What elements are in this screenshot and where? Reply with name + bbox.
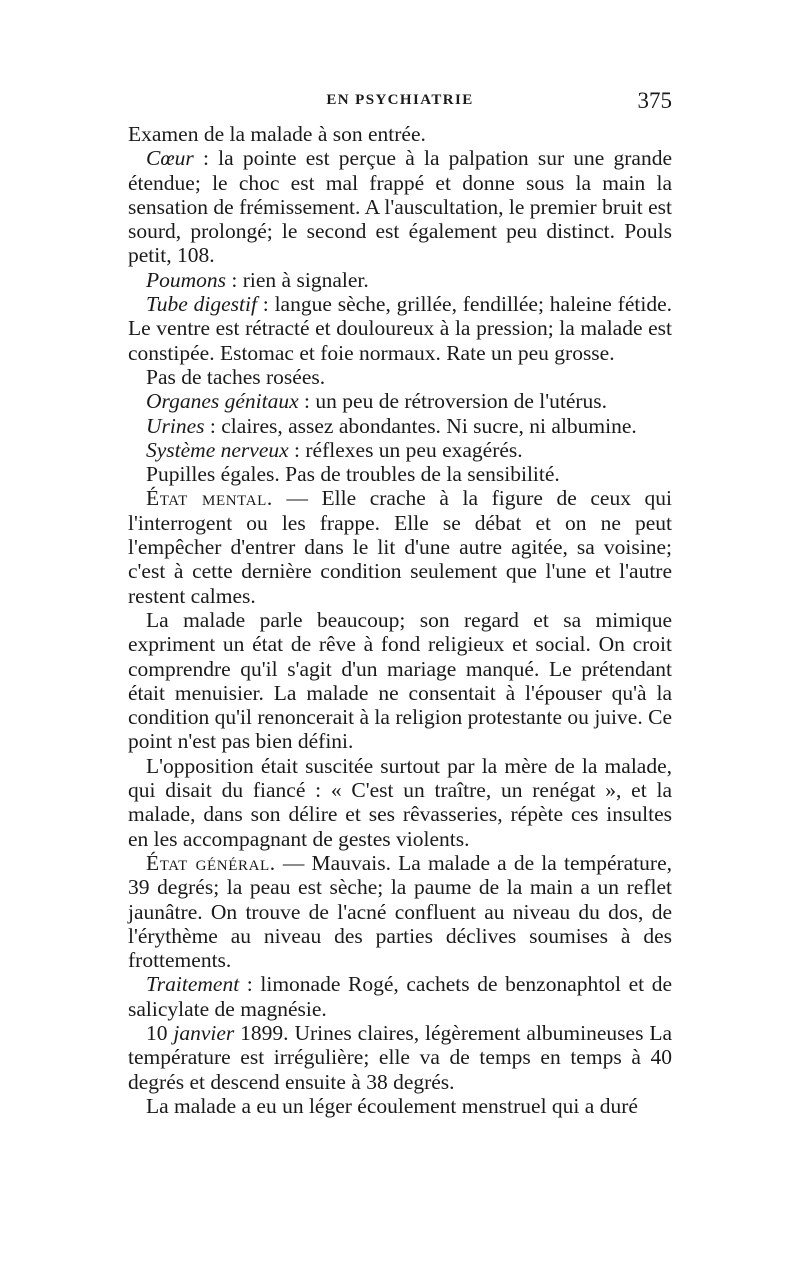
paragraph-tube-digestif [128, 292, 672, 365]
paragraph-text: : la pointe est perçue à la palpation sur une grande étendue; le choc est mal frappé et donne sous la main la sensation de frémissement. A l'auscultation, le premier bruit est sourd, prolongé; le second est également peu distinct. Pouls petit, 108. [128, 146, 672, 268]
paragraph-taches [128, 365, 672, 389]
paragraph-reve [128, 608, 672, 754]
paragraph-text: : un peu de rétroversion de l'utérus. [298, 389, 608, 414]
paragraph-opposition [128, 754, 672, 851]
section-lead: État général. [146, 850, 276, 875]
paragraph-text: : limonade Rogé, cachets de benzonaphtol et de salicylate de magnésie. [128, 972, 672, 1021]
paragraph-etat-mental [128, 486, 672, 607]
date-day: 10 [146, 1020, 174, 1045]
running-head [128, 88, 672, 118]
date-month: janvier [173, 1020, 235, 1045]
section-lead: Urines [146, 413, 205, 438]
paragraph-text: L'opposition était suscitée surtout par la mère de la malade, qui disait du fiancé : « C'est un traître, un renégat », et la malade, dans son délire et ses rêvasseries, répète ces insultes en les accompagnant de gestes violents. [128, 753, 672, 851]
section-lead: État mental. [146, 486, 273, 511]
paragraph-poumons [128, 268, 672, 292]
paragraph-organes [128, 389, 672, 413]
section-lead: Tube digestif [146, 292, 257, 317]
paragraph-coeur [128, 146, 672, 267]
paragraph-pupilles [128, 462, 672, 486]
running-title: EN PSYCHIATRIE [326, 92, 474, 108]
paragraph-ecoulement [128, 1094, 672, 1118]
paragraph-text: Pupilles égales. Pas de troubles de la sensibilité. [146, 462, 560, 487]
paragraph-text: Examen de la malade à son entrée. [128, 122, 426, 146]
paragraph-text: — Mauvais. La malade a de la température, 39 degrés; la peau est sèche; la paume de la main a un reflet jaunâtre. On trouve de l'acné confluent au niveau du dos, de l'érythème au niveau des parties déclives soumises à des frottements. [128, 850, 672, 973]
paragraph-text: La malade parle beaucoup; son regard et sa mimique expriment un état de rêve à fond religieux et social. On croit comprendre qu'il s'agit d'un mariage manqué. Le prétendant était menuisier. La malade ne consentait à l'épouser qu'à la condition qu'il renoncerait à la religion protestante ou juive. Ce point n'est pas bien défini. [128, 607, 672, 754]
section-lead: Système nerveux [146, 437, 289, 462]
section-lead: Poumons [146, 267, 227, 292]
paragraph-text: — Elle crache à la figure de ceux qui l'interrogent ou les frappe. Elle se débat et on ne peut l'empêcher d'entrer dans le lit d'une autre agitée, sa voisine; c'est à cette dernière condition seulement que l'une et l'autre restent calmes. [128, 486, 672, 608]
paragraph-text: La malade a eu un léger écoulement menstruel qui a duré [146, 1093, 638, 1118]
section-lead: Cœur [146, 146, 194, 171]
body-text [128, 122, 672, 1118]
paragraph-traitement [128, 972, 672, 1021]
paragraph-text: : réflexes un peu exagérés. [288, 437, 523, 462]
section-lead: Organes génitaux [146, 389, 299, 414]
paragraph-text: : rien à signaler. [226, 267, 369, 292]
paragraph-text: : claires, assez abondantes. Ni sucre, ni albumine. [204, 413, 637, 438]
paragraph-etat-general [128, 851, 672, 972]
paragraph-urines [128, 414, 672, 438]
paragraph-10-janvier [128, 1021, 672, 1094]
paragraph-text: 1899. Urines claires, légèrement albumineuses La température est irrégulière; elle va de temps en temps à 40 degrés et descend ensuite à 38 degrés. [128, 1020, 672, 1094]
paragraph-intro [128, 122, 672, 146]
paragraph-text: Pas de taches rosées. [146, 364, 326, 389]
paragraph-text: : langue sèche, grillée, fendillée; haleine fétide. Le ventre est rétracté et douloureux à la pression; la malade est constipée. Estomac et foie normaux. Rate un peu grosse. [128, 292, 672, 365]
section-lead: Traitement [146, 972, 240, 997]
paragraph-systeme-nerveux [128, 438, 672, 462]
page-number: 375 [637, 88, 672, 113]
